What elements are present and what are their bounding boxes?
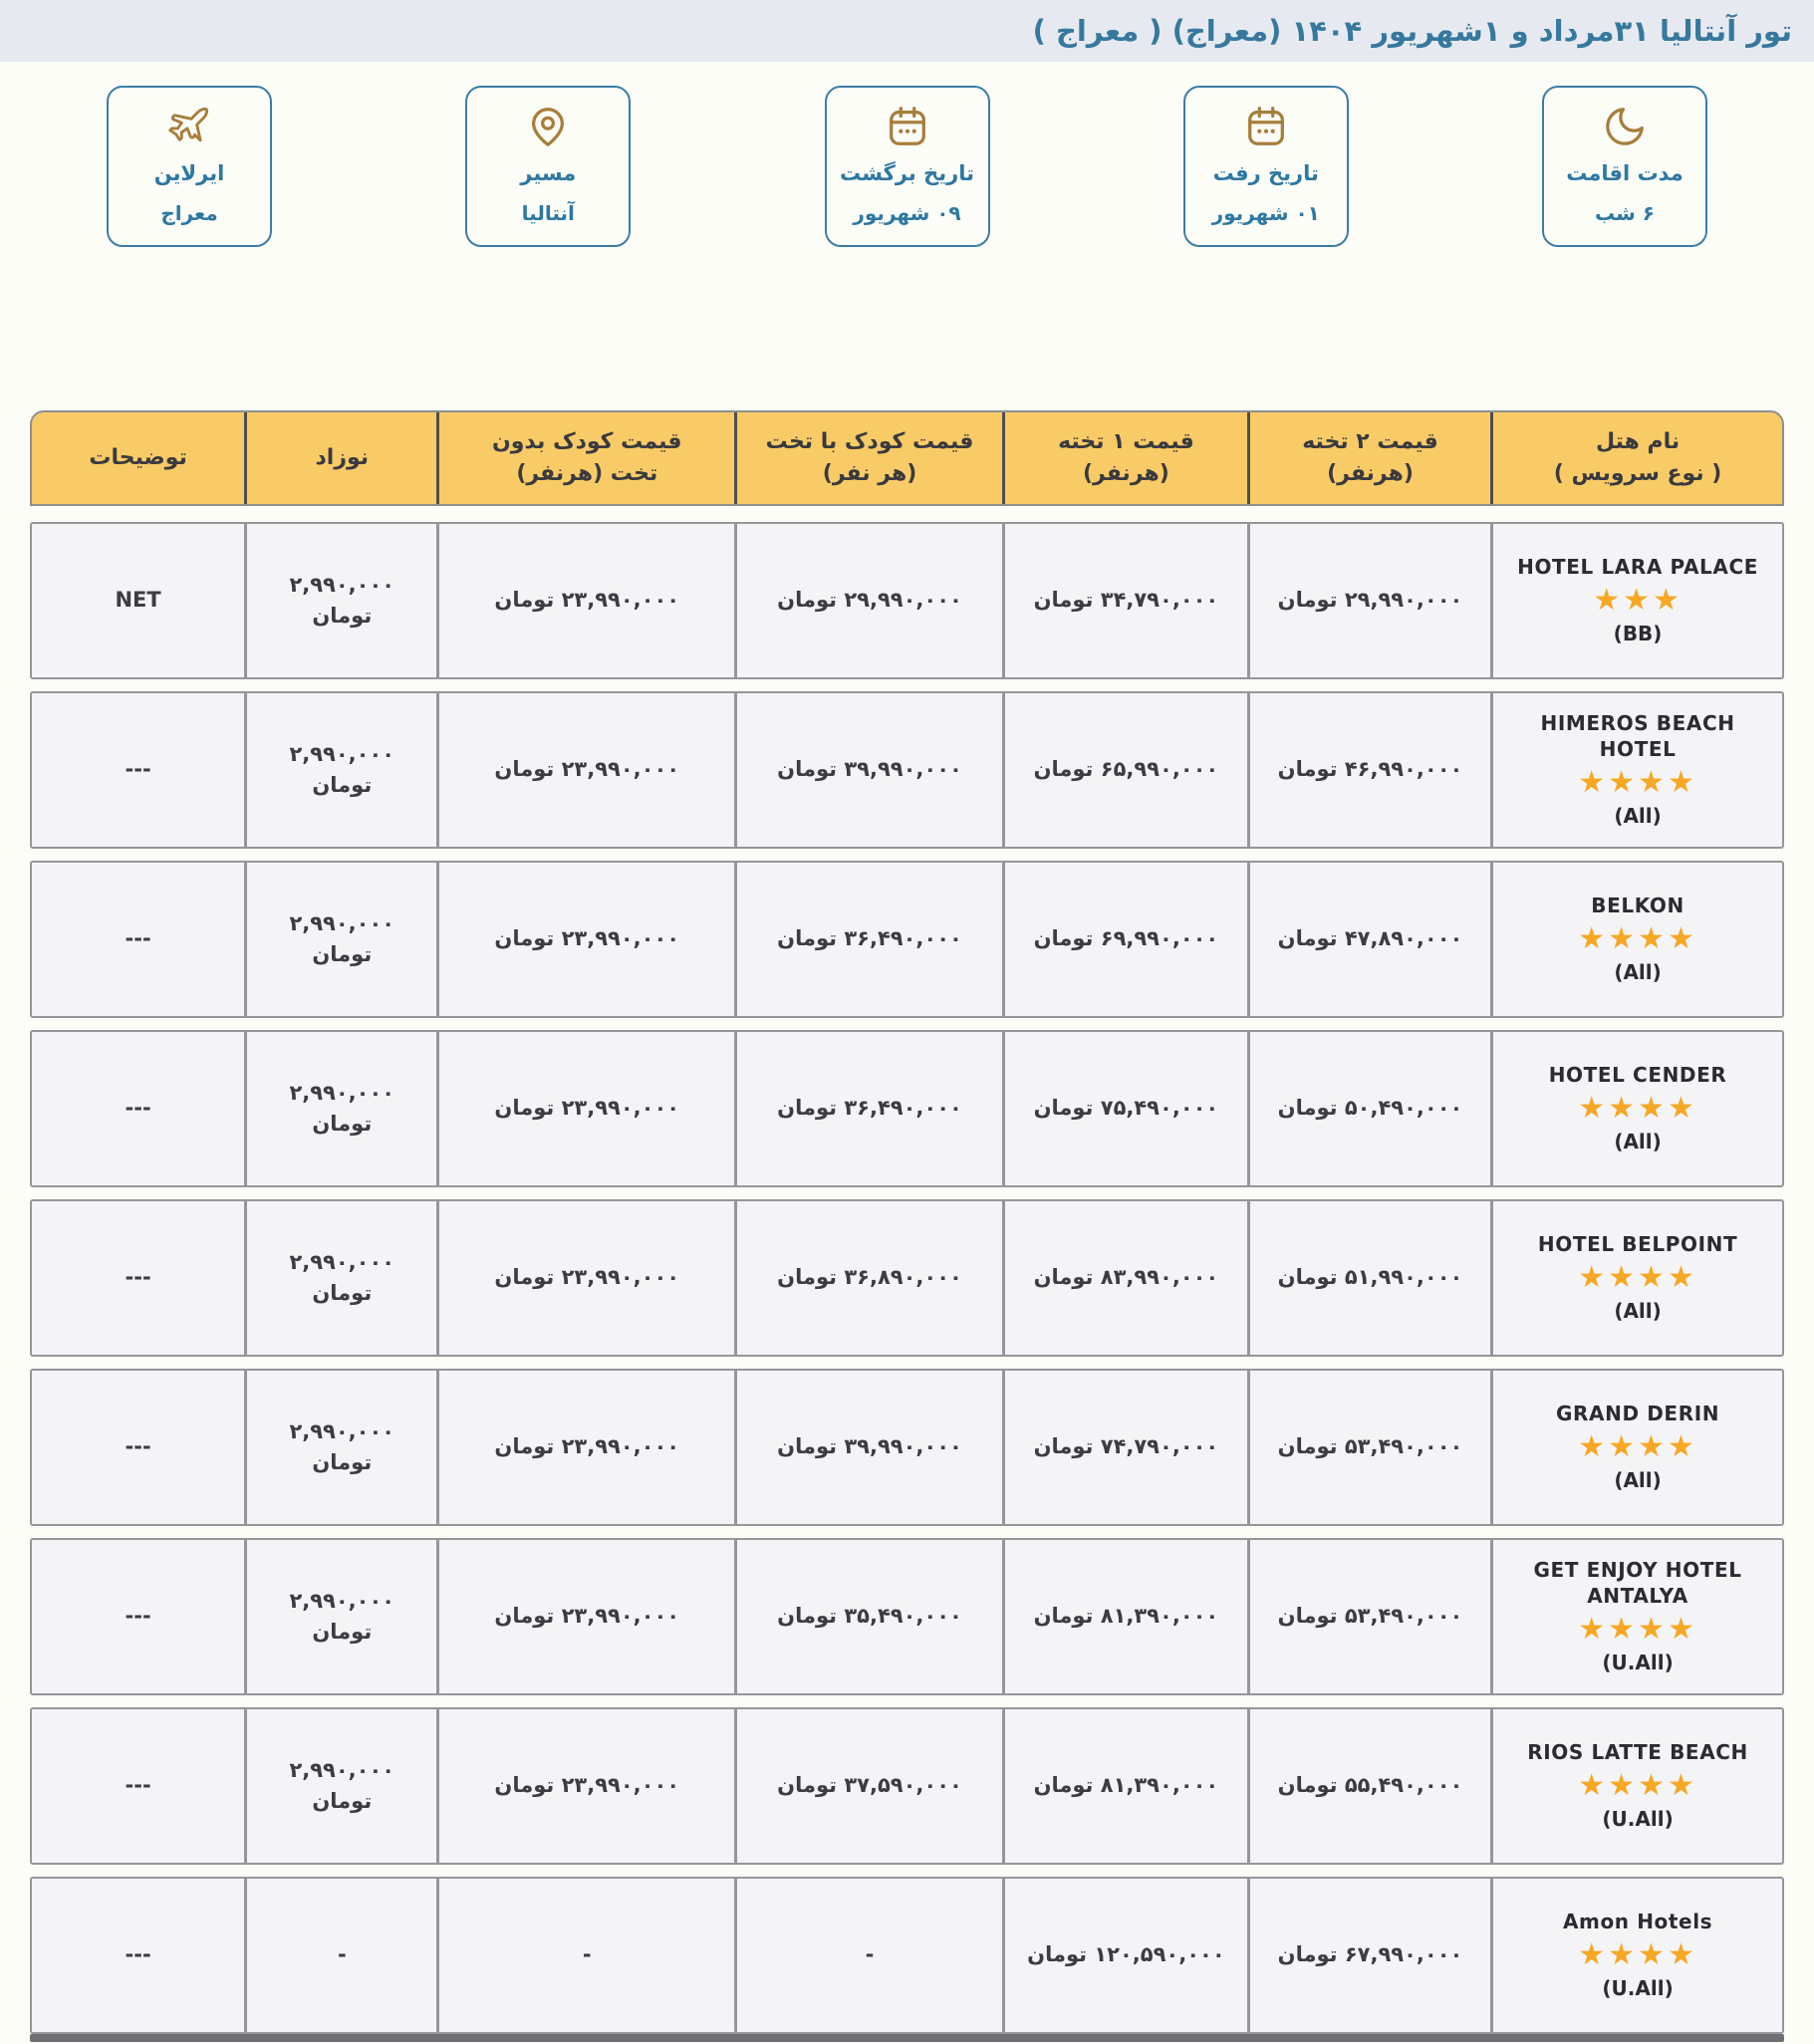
- hotel-cell: [1493, 1201, 1782, 1355]
- header-hotel-name: نام هتل ( نوع سرویس ): [1553, 429, 1722, 486]
- hotel-cell: [1493, 524, 1782, 677]
- notes-cell: ---: [32, 1201, 247, 1355]
- hotel-price-table: [30, 410, 1784, 2034]
- price-single-cell: ۸۱,۳۹۰,۰۰۰ تومان: [1005, 1540, 1250, 1693]
- price-double-cell: ۵۵,۴۹۰,۰۰۰ تومان: [1250, 1709, 1493, 1863]
- star-rating: ★★★★: [1578, 764, 1697, 800]
- header-child-with-bed: قیمت کودک با تخت (هر نفر): [737, 412, 1005, 504]
- header-infant: نوزاد: [247, 412, 439, 504]
- board-type: (U.All): [1602, 1806, 1674, 1831]
- plane-icon: [166, 104, 212, 149]
- hotel-name: BELKON: [1591, 893, 1684, 917]
- infant-cell: ۲,۹۹۰,۰۰۰ تومان: [247, 863, 439, 1016]
- price-single-cell: ۶۹,۹۹۰,۰۰۰ تومان: [1005, 863, 1250, 1016]
- header-child-no-bed: قیمت کودک بدون تخت (هرنفر): [439, 412, 737, 504]
- star-rating: ★★★★: [1578, 1428, 1697, 1464]
- calendar-icon: [885, 104, 930, 149]
- notes-cell: ---: [32, 863, 247, 1016]
- child-with-bed-cell: ۳۶,۴۹۰,۰۰۰ تومان: [737, 863, 1005, 1016]
- board-type: (All): [1614, 803, 1662, 828]
- card-route: [465, 86, 631, 247]
- hotel-cell: [1493, 1879, 1782, 2032]
- calendar-icon: [1243, 104, 1289, 149]
- infant-cell: ۲,۹۹۰,۰۰۰ تومان: [247, 693, 439, 847]
- star-rating: ★★★★: [1578, 1090, 1697, 1126]
- price-double-cell: ۴۷,۸۹۰,۰۰۰ تومان: [1250, 863, 1493, 1016]
- star-rating: ★★★: [1593, 582, 1683, 618]
- child-no-bed-cell: ۲۳,۹۹۰,۰۰۰ تومان: [439, 1371, 737, 1524]
- table-row: [30, 691, 1784, 849]
- notes-cell: NET: [32, 524, 247, 677]
- card-label: مدت اقامت: [1566, 161, 1684, 185]
- child-with-bed-cell: ۳۵,۴۹۰,۰۰۰ تومان: [737, 1540, 1005, 1693]
- card-return-date: [825, 86, 990, 247]
- hotel-name: GET ENJOY HOTEL ANTALYA: [1533, 1557, 1742, 1608]
- top-bar: [0, 0, 1814, 62]
- table-row: [30, 861, 1784, 1018]
- price-double-cell: ۵۰,۴۹۰,۰۰۰ تومان: [1250, 1032, 1493, 1185]
- child-no-bed-cell: ۲۳,۹۹۰,۰۰۰ تومان: [439, 863, 737, 1016]
- board-type: (All): [1614, 959, 1662, 984]
- table-row: [30, 522, 1784, 679]
- board-type: (U.All): [1602, 1650, 1674, 1674]
- infant-cell: ۲,۹۹۰,۰۰۰ تومان: [247, 524, 439, 677]
- location-pin-icon: [525, 104, 571, 149]
- next-row-cut-edge: [30, 2034, 1784, 2042]
- hotel-name: HOTEL CENDER: [1548, 1062, 1727, 1087]
- hotel-name: GRAND DERIN: [1556, 1401, 1720, 1425]
- child-no-bed-cell: ۲۳,۹۹۰,۰۰۰ تومان: [439, 1032, 737, 1185]
- child-with-bed-cell: ۳۶,۸۹۰,۰۰۰ تومان: [737, 1201, 1005, 1355]
- infant-cell: ۲,۹۹۰,۰۰۰ تومان: [247, 1709, 439, 1863]
- child-with-bed-cell: ۳۹,۹۹۰,۰۰۰ تومان: [737, 693, 1005, 847]
- board-type: (BB): [1613, 621, 1663, 645]
- table-row: [30, 1538, 1784, 1695]
- infant-cell: ۲,۹۹۰,۰۰۰ تومان: [247, 1371, 439, 1524]
- card-value: ۶ شب: [1594, 201, 1656, 225]
- board-type: (All): [1614, 1129, 1662, 1153]
- price-single-cell: ۸۱,۳۹۰,۰۰۰ تومان: [1005, 1709, 1250, 1863]
- board-type: (U.All): [1602, 1975, 1674, 2000]
- price-single-cell: ۸۳,۹۹۰,۰۰۰ تومان: [1005, 1201, 1250, 1355]
- header-notes: توضیحات: [32, 412, 247, 504]
- table-row: [30, 1707, 1784, 1865]
- star-rating: ★★★★: [1578, 1259, 1697, 1295]
- hotel-cell: [1493, 1540, 1782, 1693]
- child-no-bed-cell: ۲۳,۹۹۰,۰۰۰ تومان: [439, 1709, 737, 1863]
- price-double-cell: ۲۹,۹۹۰,۰۰۰ تومان: [1250, 524, 1493, 677]
- hotel-name: HIMEROS BEACH HOTEL: [1540, 710, 1735, 761]
- price-double-cell: ۴۶,۹۹۰,۰۰۰ تومان: [1250, 693, 1493, 847]
- board-type: (All): [1614, 1467, 1662, 1492]
- price-double-cell: ۶۷,۹۹۰,۰۰۰ تومان: [1250, 1879, 1493, 2032]
- child-no-bed-cell: -: [439, 1879, 737, 2032]
- card-label: مسیر: [520, 161, 577, 185]
- card-duration: [1542, 86, 1707, 247]
- card-label: تاریخ برگشت: [840, 161, 974, 185]
- header-price-single: قیمت ۱ تخته (هرنفر): [1005, 412, 1250, 504]
- hotel-name: RIOS LATTE BEACH: [1527, 1739, 1748, 1764]
- table-row: [30, 1369, 1784, 1526]
- notes-cell: ---: [32, 1371, 247, 1524]
- price-double-cell: ۵۱,۹۹۰,۰۰۰ تومان: [1250, 1201, 1493, 1355]
- hotel-cell: [1493, 1709, 1782, 1863]
- infant-cell: ۲,۹۹۰,۰۰۰ تومان: [247, 1540, 439, 1693]
- child-with-bed-cell: -: [737, 1879, 1005, 2032]
- child-no-bed-cell: ۲۳,۹۹۰,۰۰۰ تومان: [439, 524, 737, 677]
- notes-cell: ---: [32, 1879, 247, 2032]
- table-row: [30, 1199, 1784, 1357]
- notes-cell: ---: [32, 1540, 247, 1693]
- header-price-double: قیمت ۲ تخته (هرنفر): [1250, 412, 1493, 504]
- card-label: تاریخ رفت: [1212, 161, 1319, 185]
- child-no-bed-cell: ۲۳,۹۹۰,۰۰۰ تومان: [439, 693, 737, 847]
- price-single-cell: ۶۵,۹۹۰,۰۰۰ تومان: [1005, 693, 1250, 847]
- notes-cell: ---: [32, 1032, 247, 1185]
- table-header-row: [30, 410, 1784, 506]
- notes-cell: ---: [32, 1709, 247, 1863]
- card-airline: [107, 86, 272, 247]
- star-rating: ★★★★: [1578, 920, 1697, 956]
- card-value: ۰۱ شهریور: [1211, 201, 1320, 225]
- price-single-cell: ۳۴,۷۹۰,۰۰۰ تومان: [1005, 524, 1250, 677]
- card-label: ایرلاین: [153, 161, 225, 185]
- notes-cell: ---: [32, 693, 247, 847]
- board-type: (All): [1614, 1298, 1662, 1323]
- table-row: [30, 1877, 1784, 2034]
- price-single-cell: ۷۴,۷۹۰,۰۰۰ تومان: [1005, 1371, 1250, 1524]
- hotel-cell: [1493, 1371, 1782, 1524]
- star-rating: ★★★★: [1578, 1611, 1697, 1647]
- hotel-cell: [1493, 693, 1782, 847]
- price-single-cell: ۷۵,۴۹۰,۰۰۰ تومان: [1005, 1032, 1250, 1185]
- child-with-bed-cell: ۳۶,۴۹۰,۰۰۰ تومان: [737, 1032, 1005, 1185]
- child-no-bed-cell: ۲۳,۹۹۰,۰۰۰ تومان: [439, 1201, 737, 1355]
- hotel-name: HOTEL BELPOINT: [1537, 1231, 1738, 1256]
- child-no-bed-cell: ۲۳,۹۹۰,۰۰۰ تومان: [439, 1540, 737, 1693]
- star-rating: ★★★★: [1578, 1767, 1697, 1803]
- star-rating: ★★★★: [1578, 1936, 1697, 1972]
- child-with-bed-cell: ۳۷,۵۹۰,۰۰۰ تومان: [737, 1709, 1005, 1863]
- infant-cell: -: [247, 1879, 439, 2032]
- card-departure-date: [1183, 86, 1349, 247]
- hotel-name: Amon Hotels: [1562, 1909, 1713, 1933]
- hotel-cell: [1493, 1032, 1782, 1185]
- moon-icon: [1602, 104, 1648, 149]
- price-double-cell: ۵۳,۴۹۰,۰۰۰ تومان: [1250, 1371, 1493, 1524]
- card-value: معراج: [160, 201, 218, 225]
- hotel-cell: [1493, 863, 1782, 1016]
- card-value: آنتالیا: [521, 201, 575, 225]
- infant-cell: ۲,۹۹۰,۰۰۰ تومان: [247, 1032, 439, 1185]
- table-body: [30, 522, 1784, 2034]
- hotel-name: HOTEL LARA PALACE: [1517, 554, 1758, 579]
- child-with-bed-cell: ۲۹,۹۹۰,۰۰۰ تومان: [737, 524, 1005, 677]
- price-double-cell: ۵۳,۴۹۰,۰۰۰ تومان: [1250, 1540, 1493, 1693]
- child-with-bed-cell: ۳۹,۹۹۰,۰۰۰ تومان: [737, 1371, 1005, 1524]
- tour-info-cards: [107, 86, 1707, 247]
- infant-cell: ۲,۹۹۰,۰۰۰ تومان: [247, 1201, 439, 1355]
- page-title: تور آنتالیا ۳۱مرداد و ۱شهریور ۱۴۰۴ (معراج) ( معراج ): [1032, 14, 1792, 48]
- price-single-cell: ۱۲۰,۵۹۰,۰۰۰ تومان: [1005, 1879, 1250, 2032]
- card-value: ۰۹ شهریور: [853, 201, 961, 225]
- table-row: [30, 1030, 1784, 1187]
